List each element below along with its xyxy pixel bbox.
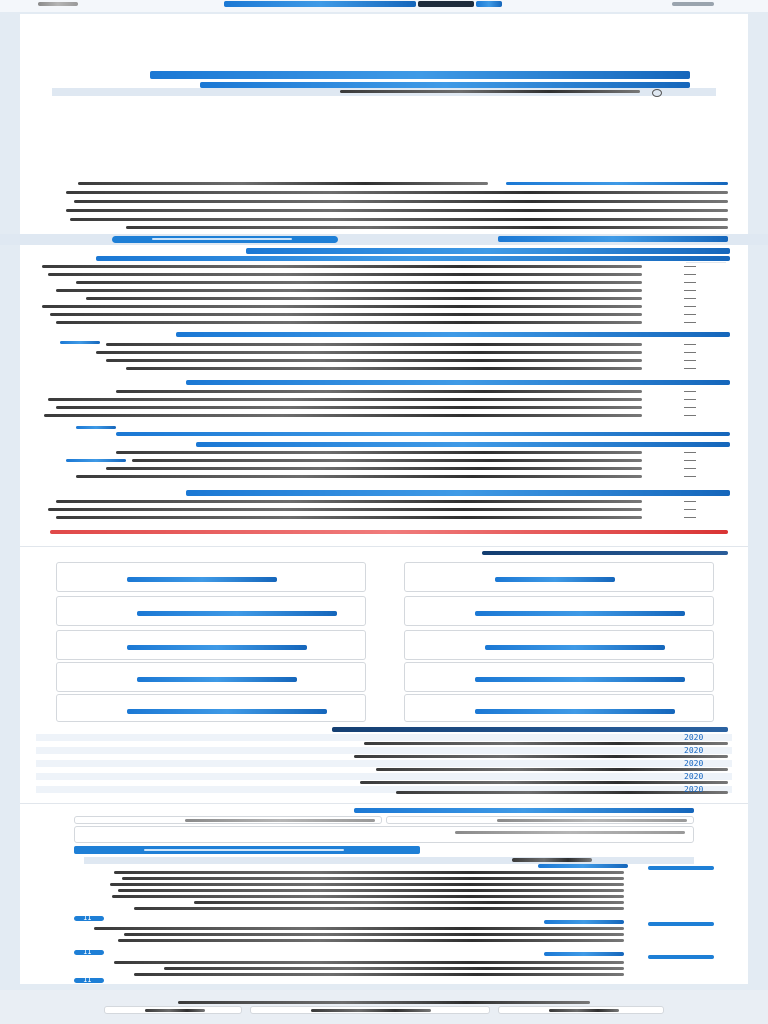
data-table <box>36 734 732 794</box>
related-card-6[interactable] <box>404 630 714 660</box>
post-intro <box>66 180 728 232</box>
table-year-cell: 2020 <box>684 733 704 742</box>
email-field[interactable] <box>74 816 382 824</box>
related-card-2[interactable] <box>404 562 714 592</box>
submit-comment-button[interactable] <box>74 846 420 854</box>
comment-item <box>74 862 714 922</box>
related-card-4[interactable] <box>404 596 714 626</box>
related-card-10[interactable] <box>404 694 714 722</box>
footer-link[interactable] <box>104 1006 242 1014</box>
table-row <box>36 773 732 780</box>
related-card-8[interactable] <box>404 662 714 692</box>
toc-toggle-button[interactable] <box>112 236 338 243</box>
clock-icon <box>652 89 662 97</box>
toc-notice <box>50 530 728 534</box>
footer-copyright <box>178 1001 590 1004</box>
post-title-line-1 <box>150 71 690 79</box>
search-icon[interactable] <box>38 2 78 6</box>
comment-item <box>74 950 714 986</box>
post-meta-text <box>340 90 640 93</box>
table-year-cell: 2020 <box>684 746 704 755</box>
table-heading <box>332 727 728 732</box>
footer-link[interactable] <box>498 1006 664 1014</box>
brand-tail <box>476 1 502 7</box>
menu-icon[interactable] <box>672 2 714 6</box>
logo-mark-icon <box>418 1 474 7</box>
top-header <box>0 0 768 12</box>
related-card-1[interactable] <box>56 562 366 592</box>
related-card-9[interactable] <box>56 694 366 722</box>
comment-date-badge <box>648 955 714 959</box>
table-year-cell: 2020 <box>684 785 704 794</box>
toc-heading <box>498 236 728 242</box>
related-card-3[interactable] <box>56 596 366 626</box>
comment-divider <box>20 803 748 804</box>
toc-list <box>36 246 732 536</box>
table-row <box>36 734 732 741</box>
related-card-5[interactable] <box>56 630 366 660</box>
name-field[interactable] <box>386 816 694 824</box>
comment-date-badge <box>648 866 714 870</box>
related-heading <box>482 551 728 555</box>
related-divider <box>20 546 748 547</box>
table-row <box>36 747 732 754</box>
comment-date-badge <box>648 922 714 926</box>
reply-button[interactable]: 11 <box>74 950 104 955</box>
reply-button[interactable]: 11 <box>74 978 104 983</box>
footer-link[interactable] <box>250 1006 490 1014</box>
table-row <box>36 760 732 767</box>
comment-form-heading <box>354 808 694 813</box>
message-field[interactable] <box>74 826 694 843</box>
table-year-cell: 2020 <box>684 772 704 781</box>
related-card-7[interactable] <box>56 662 366 692</box>
table-year-cell: 2020 <box>684 759 704 768</box>
brand-logo[interactable] <box>224 1 416 7</box>
reply-button[interactable]: 11 <box>74 916 104 921</box>
footer <box>0 990 768 1024</box>
